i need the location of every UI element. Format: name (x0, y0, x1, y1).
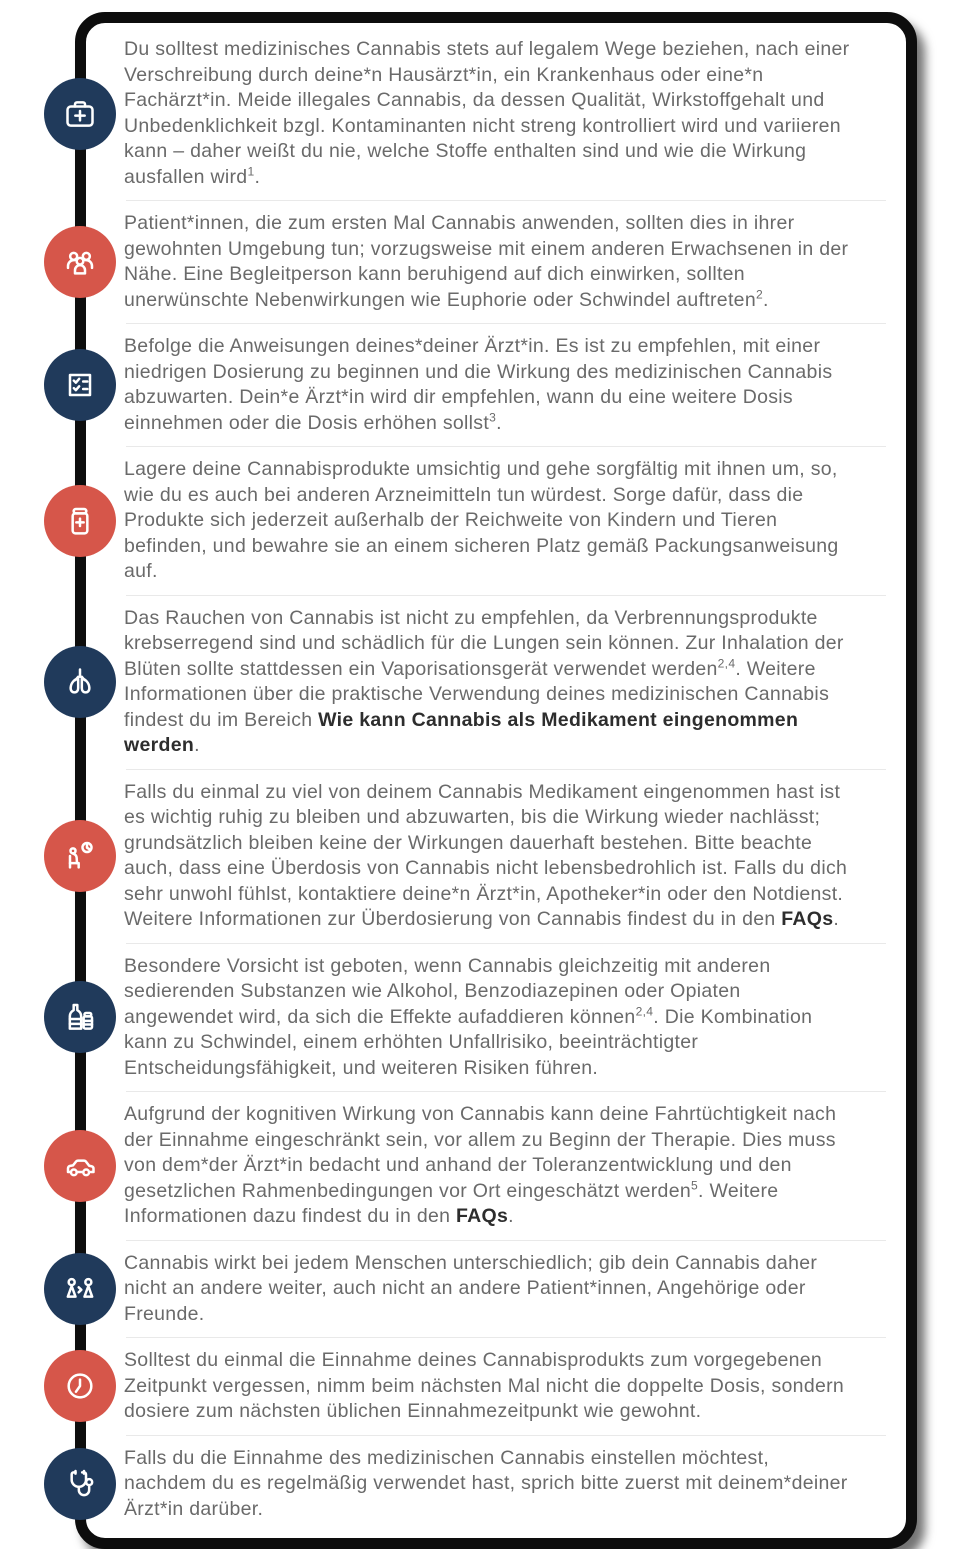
faqs-link[interactable]: FAQs (455, 1205, 509, 1227)
guidelines-card (75, 12, 917, 1549)
guideline-text-segment: Das Rauchen von Cannabis ist nicht zu empfehlen, da Verbrennungsprodukte krebserregend sind und schädlich für die Lungen sein können. Zur Inhalation der Blüten sollte stattdessen ein Vaporisationsgerät verwendet werden (124, 606, 844, 680)
clock-icon (44, 1350, 116, 1422)
guideline-item (86, 946, 906, 1090)
stethoscope-icon (44, 1448, 116, 1520)
guideline-item (86, 1243, 906, 1336)
guideline-text-segment: . (833, 908, 840, 930)
guideline-text-segment: Besondere Vorsicht ist geboten, wenn Cannabis gleichzeitig mit anderen sedierenden Substanzen wie Alkohol, Benzodiazepinen oder Opiaten angewendet wird, da sich die Effekte aufaddieren können (124, 954, 771, 1028)
divider (126, 323, 886, 324)
guideline-text-segment: . (496, 411, 502, 434)
share-people-icon (44, 1253, 116, 1325)
reference-superscript: 2 (755, 287, 763, 301)
faqs-link[interactable]: FAQs (781, 908, 834, 930)
reference-superscript: 1 (247, 164, 255, 178)
guideline-item (86, 772, 906, 941)
guideline-text-segment: . Weitere Informationen dazu findest du in den (124, 1179, 779, 1227)
guideline-text (124, 1348, 854, 1425)
medicine-jar-icon (44, 485, 116, 557)
divider (126, 595, 886, 596)
guideline-text (124, 954, 854, 1082)
guideline-text-segment: . (763, 288, 769, 311)
reference-superscript: 5 (691, 1178, 699, 1192)
reference-superscript: 2,4 (717, 656, 736, 670)
person-waiting-clock-icon (44, 820, 116, 892)
guideline-text (124, 1446, 854, 1523)
reference-superscript: 3 (489, 410, 497, 424)
guideline-text-segment: Aufgrund der kognitiven Wirkung von Cannabis kann deine Fahrtüchtigkeit nach der Einnahme eingeschränkt sein, vor allem zu Beginn der Therapie. Dies muss von dem*der Ärzt*in bedacht und anhand der Toleranzentwicklung und den gesetzlichen Rahmenbedingungen vor Ort eingeschätzt werden (124, 1103, 837, 1202)
divider (126, 1091, 886, 1092)
bottles-icon (44, 981, 116, 1053)
divider (126, 1435, 886, 1436)
guideline-text-segment: Falls du die Einnahme des medizinischen Cannabis einstellen möchtest, nachdem du es regelmäßig verwendet hast, sprich bitte zuerst mit deinem*deiner Ärzt*in darüber. (124, 1446, 848, 1520)
guideline-text-segment: Falls du einmal zu viel von deinem Cannabis Medikament eingenommen hast ist es wichtig ruhig zu bleiben und abzuwarten, bis die Wirkung wieder nachlässt; grundsätzlich bleiben keine der Wirkungen dauerhaft bestehen. Bitte beachte auch, dass eine Überdosis von Cannabis nicht lebensbedrohlich ist. Falls du dich sehr unwohl fühlst, kontaktiere deine*n Ärzt*in, Apotheker*in oder den Notdienst. Weitere Informationen zur Überdosierung von Cannabis findest du in den (124, 780, 848, 930)
guideline-item (86, 1438, 906, 1531)
guideline-text-segment: . (194, 734, 200, 756)
guideline-item (86, 29, 906, 198)
guideline-text (124, 457, 854, 585)
reference-superscript: 2,4 (635, 1004, 654, 1018)
divider (126, 1337, 886, 1338)
guideline-item (86, 1340, 906, 1433)
guideline-text-segment: . (254, 165, 261, 188)
guideline-text (124, 1102, 854, 1230)
guideline-text-segment: Cannabis wirkt bei jedem Menschen unterschiedlich; gib dein Cannabis daher nicht an andere weiter, auch nicht an andere Patient*innen, Angehörige oder Freunde. (124, 1251, 818, 1325)
guideline-text-segment: Patient*innen, die zum ersten Mal Cannabis anwenden, sollten dies in ihrer gewohnten Umgebung tun; vorzugsweise mit einem anderen Erwachsenen in der Nähe. Eine Begleitperson kann beruhigend auf dich einwirken, sollten unerwünschte Nebenwirkungen wie Euphorie oder Schwindel auftreten (124, 212, 849, 311)
guideline-item (86, 1094, 906, 1238)
guideline-text (124, 334, 854, 436)
guideline-text-segment: Du solltest medizinisches Cannabis stets auf legalem Wege beziehen, nach einer Verschreibung durch deine*n Hausärzt*in, ein Krankenhaus oder eine*n Fachärzt*in. Meide illegales Cannabis, da dessen Qualität, Wirkstoffgehalt und Unbedenklichkeit bzgl. Kontaminanten nicht streng kontrolliert wird und variieren kann – daher weißt du nie, welche Stoffe enthalten sind und wie die Wirkung ausfallen wird (124, 38, 850, 188)
guideline-text (124, 780, 854, 933)
how-to-take-cannabis-link[interactable]: Wie kann Cannabis als Medikament eingenommen werden (124, 708, 799, 756)
car-icon (44, 1130, 116, 1202)
divider (126, 769, 886, 770)
guideline-text (124, 606, 854, 759)
checklist-icon (44, 349, 116, 421)
guideline-item (86, 203, 906, 321)
divider (126, 943, 886, 944)
guideline-text-segment: Befolge die Anweisungen deines*deiner Ärzt*in. Es ist zu empfehlen, mit einer niedrigen Dosierung zu beginnen und die Wirkung des medizinischen Cannabis abzuwarten. Dein*e Ärzt*in wird dir empfehlen, wann du eine weitere Dosis einnehmen oder die Dosis erhöhen sollst (124, 335, 833, 434)
guideline-text-segment: Lagere deine Cannabisprodukte umsichtig und gehe sorgfältig mit ihnen um, so, wie du es auch bei anderen Arzneimitteln tun würdest. Sorge dafür, dass die Produkte sich jederzeit außerhalb der Reichweite von Kindern und Tieren befinden, und bewahre sie an einem sicheren Platz gemäß Packungsanweisung auf. (124, 458, 839, 582)
divider (126, 200, 886, 201)
guideline-text-segment: Solltest du einmal die Einnahme deines Cannabisprodukts zum vorgegebenen Zeitpunkt vergessen, nimm beim nächsten Mal nicht die doppelte Dosis, sondern dosiere zum nächsten üblichen Einnahmezeitpunkt wie gewohnt. (124, 1349, 845, 1422)
guideline-text (124, 1251, 854, 1328)
guideline-item (86, 449, 906, 593)
guideline-text (124, 37, 854, 190)
guideline-text-segment: . Die Kombination kann zu Schwindel, einem erhöhten Unfallrisiko, beeinträchtigter Entscheidungsfähigkeit, und weiteren Risiken führen. (124, 1005, 813, 1079)
people-group-icon (44, 226, 116, 298)
lungs-icon (44, 646, 116, 718)
guideline-item (86, 598, 906, 767)
divider (126, 1240, 886, 1241)
guideline-item (86, 326, 906, 444)
guideline-text-segment: . Weitere Informationen über die praktische Verwendung deines medizinischen Cannabis findest du im Bereich (124, 657, 830, 731)
divider (126, 446, 886, 447)
guideline-text (124, 211, 854, 313)
medical-kit-icon (44, 78, 116, 150)
guideline-text-segment: . (508, 1205, 514, 1227)
